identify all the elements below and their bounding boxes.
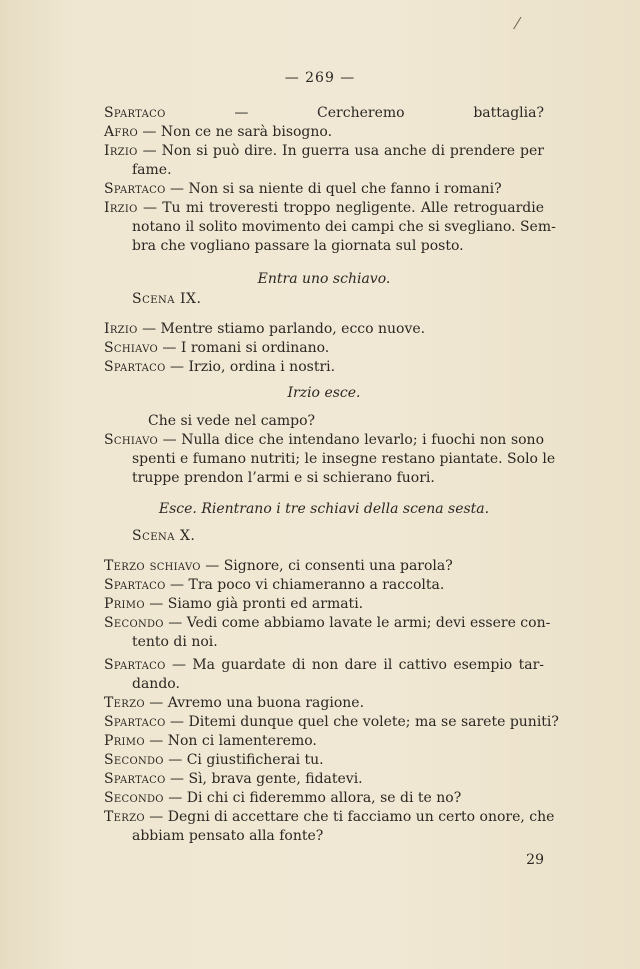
line-text: — Non si sa niente di quel che fanno i romani?	[165, 181, 502, 197]
speaker: Spartaco	[104, 105, 166, 121]
speaker: Schiavo	[104, 340, 158, 356]
continuation-line	[132, 633, 540, 651]
line-text: — Non si può dire. In guerra usa anche di prendere per	[137, 143, 544, 159]
dialogue-line	[104, 614, 551, 632]
line-text: — Nulla dice che intendano levarlo; i fuochi non sono	[157, 432, 544, 448]
dialogue-line	[104, 656, 544, 674]
line-text: Che si vede nel campo?	[148, 413, 316, 429]
speaker: Terzo schiavo	[104, 558, 201, 574]
continuation-line	[132, 237, 540, 255]
dialogue-line	[104, 751, 544, 769]
continuation-line	[132, 469, 540, 487]
line-text: spenti e fumano nutriti; le insegne restano piantate. Solo le	[132, 451, 556, 467]
speaker: Secondo	[104, 790, 164, 806]
speaker: Spartaco	[104, 771, 166, 787]
line-text: — Ma guardate di non dare il cattivo esempio tar-	[165, 657, 544, 673]
dialogue-line	[104, 123, 544, 141]
continuation-line	[132, 675, 540, 693]
line-text: — Ditemi dunque quel che volete; ma se sarete puniti?	[165, 714, 559, 730]
line-text: dando.	[132, 676, 180, 692]
dialogue-line	[104, 557, 544, 575]
speaker: Secondo	[104, 752, 164, 768]
line-text: — Ci giustificherai tu.	[163, 752, 324, 768]
continuation-line	[132, 161, 540, 179]
speaker: Secondo	[104, 615, 164, 631]
line-text: — Non ce ne sarà bisogno.	[137, 124, 333, 140]
dialogue-line	[104, 595, 544, 613]
dialogue-line	[104, 770, 544, 788]
line-text: abbiam pensato alla fonte?	[132, 828, 324, 844]
dialogue-line	[104, 431, 544, 449]
dialogue-line	[104, 358, 544, 376]
speaker: Irzio	[104, 143, 138, 159]
dialogue-line	[148, 412, 588, 430]
dialogue-line	[104, 339, 544, 357]
line-text: — Vedi come abbiamo lavate le armi; devi essere con-	[163, 615, 551, 631]
pencil-mark: ⁄	[516, 14, 519, 33]
dialogue-line	[104, 713, 559, 731]
speaker: Spartaco	[104, 359, 166, 375]
speaker: Irzio	[104, 200, 138, 216]
line-text: notano il solito movimento dei campi che si svegliano. Sem-	[132, 219, 556, 235]
speaker: Schiavo	[104, 432, 158, 448]
stage-direction: Esce. Rientrano i tre schiavi della scena sesta.	[158, 501, 490, 517]
line-text: tento di noi.	[132, 634, 218, 650]
continuation-line	[132, 827, 540, 845]
line-text: bra che vogliano passare la giornata sul posto.	[132, 238, 464, 254]
line-text: truppe prendon l’armi e si schierano fuori.	[132, 470, 435, 486]
speaker: Primo	[104, 733, 145, 749]
speaker: Primo	[104, 596, 145, 612]
dialogue-line	[104, 104, 544, 122]
line-text: — Signore, ci consenti una parola?	[200, 558, 453, 574]
stage-direction: Irzio esce.	[287, 385, 361, 401]
speaker: Terzo	[104, 695, 145, 711]
stage-direction: Entra uno schiavo.	[257, 271, 391, 287]
dialogue-line	[104, 320, 544, 338]
dialogue-line	[104, 576, 544, 594]
dialogue-line	[104, 180, 544, 198]
continuation-line	[132, 218, 556, 236]
line-text: — Tu mi troveresti troppo negligente. Alle retroguardie	[137, 200, 544, 216]
line-text: — Tra poco vi chiameranno a raccolta.	[165, 577, 445, 593]
dialogue-line	[104, 808, 555, 826]
speaker: Spartaco	[104, 577, 166, 593]
line-text: — Degni di accettare che ti facciamo un certo onore, che	[144, 809, 555, 825]
line-text: — Cercheremo battaglia?	[165, 105, 544, 121]
speaker: Spartaco	[104, 714, 166, 730]
line-text: — Irzio, ordina i nostri.	[165, 359, 336, 375]
speaker: Afro	[104, 124, 138, 140]
continuation-line	[132, 450, 556, 468]
dialogue-line	[104, 732, 544, 750]
speaker: Irzio	[104, 321, 138, 337]
line-text: — Siamo già pronti ed armati.	[144, 596, 364, 612]
page-number: — 269 —	[284, 70, 356, 86]
speaker: Spartaco	[104, 181, 166, 197]
dialogue-line	[104, 142, 544, 160]
dialogue-line	[104, 199, 544, 217]
speaker: Spartaco	[104, 657, 166, 673]
speaker: Terzo	[104, 809, 145, 825]
line-text: fame.	[132, 162, 172, 178]
dialogue-line	[104, 789, 544, 807]
line-text: — Avremo una buona ragione.	[144, 695, 365, 711]
scene-heading: Scena IX.	[132, 291, 202, 307]
line-text: — Non ci lamenteremo.	[144, 733, 317, 749]
line-text: — Mentre stiamo parlando, ecco nuove.	[137, 321, 426, 337]
dialogue-line	[104, 694, 544, 712]
line-text: — Sì, brava gente, fidatevi.	[165, 771, 363, 787]
line-text: — Di chi ci fideremmo allora, se di te no?	[163, 790, 462, 806]
printer-signature: 29	[526, 852, 544, 868]
line-text: — I romani si ordinano.	[157, 340, 330, 356]
scene-heading: Scena X.	[132, 528, 196, 544]
